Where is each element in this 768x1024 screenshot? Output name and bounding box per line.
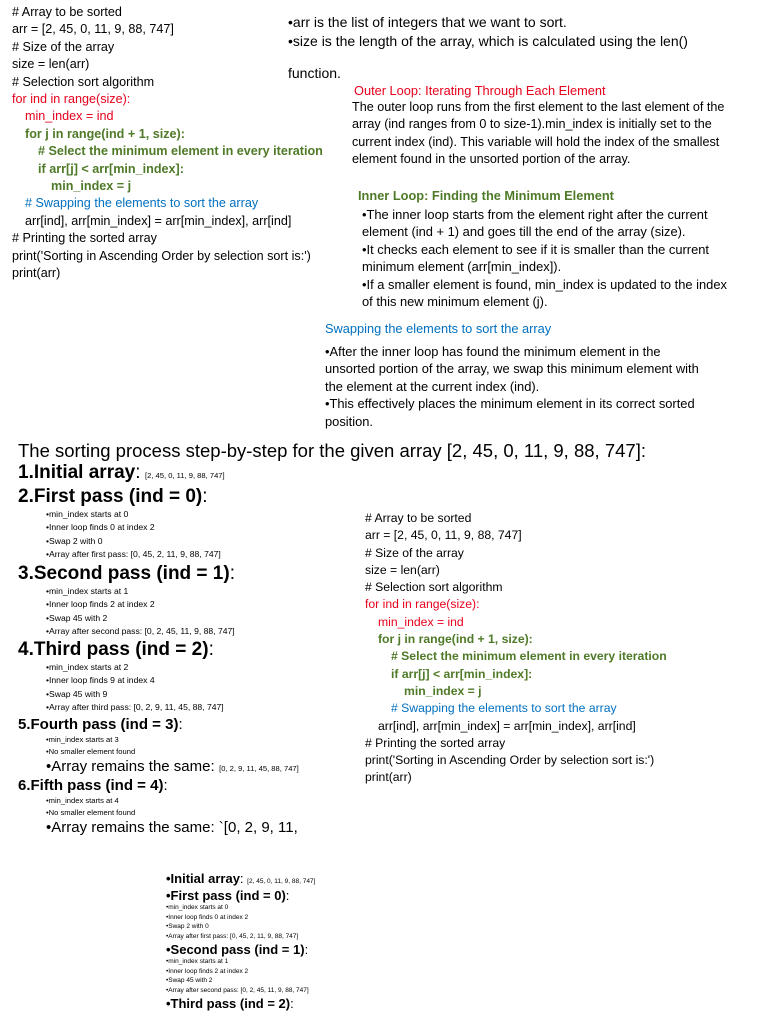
list-item: •Inner loop finds 0 at index 2 <box>166 913 249 921</box>
list-item: •Swap 45 with 2 <box>46 612 108 623</box>
step-fifth-pass-items <box>46 795 135 819</box>
list-item: •Inner loop finds 0 at index 2 <box>46 522 155 533</box>
inner-loop-text <box>362 206 727 310</box>
step-second-pass-label: 3.Second pass (ind = 1) <box>18 563 230 584</box>
mini-first: •First pass (ind = 0): <box>166 888 290 903</box>
code-line: size = len(arr) <box>12 57 90 72</box>
list-item: •Array after second pass: [0, 2, 45, 11, 9, 88, 747] <box>46 626 235 637</box>
outer-line: array (ind ranges from 0 to size-1).min_index is initially set to the <box>352 117 712 132</box>
list-item: •min_index starts at 0 <box>46 509 129 519</box>
step-first-pass-items <box>46 508 221 562</box>
mini-second: •Second pass (ind = 1): <box>166 941 309 957</box>
list-item: •min_index starts at 1 <box>46 586 129 596</box>
code-line: # Selection sort algorithm <box>365 580 503 595</box>
mini-first-items <box>166 903 315 942</box>
code-line: # Array to be sorted <box>365 511 472 525</box>
code-line: for j in range(ind + 1, size): <box>378 632 533 647</box>
mini-second-label: •Second pass (ind = 1) <box>166 941 305 957</box>
list-item: •Swap 2 with 0 <box>166 923 209 931</box>
code-line: # Selection sort algorithm <box>12 74 155 89</box>
list-item: •No smaller element found <box>46 746 136 756</box>
list-item: •Swap 45 with 9 <box>46 688 108 699</box>
mini-initial-colon: : <box>239 871 244 886</box>
step-initial <box>18 462 225 484</box>
list-item: •Inner loop finds 2 at index 2 <box>46 599 155 610</box>
list-item: •min_index starts at 3 <box>46 735 119 744</box>
code-line: for ind in range(size): <box>12 92 131 107</box>
swap-text <box>325 343 699 430</box>
list-item: •Array after first pass: [0, 45, 2, 11, 9, 88, 747] <box>46 549 221 560</box>
mini-third-label: •Third pass (ind = 2) <box>166 995 291 1011</box>
list-item: •Swap 2 with 0 <box>46 535 103 546</box>
code-line: size = len(arr) <box>365 562 440 577</box>
step-initial-label: 1.Initial array <box>18 462 136 483</box>
step-third-pass-items <box>46 661 224 715</box>
step-third-pass: 4.Third pass (ind = 2): <box>18 639 214 660</box>
inner-line: •It checks each element to see if it is smaller than the current <box>362 241 709 257</box>
code-line: for ind in range(size): <box>365 597 480 612</box>
step-second-pass: 3.Second pass (ind = 1): <box>18 563 235 584</box>
outer-loop-text <box>352 99 724 169</box>
code-line: arr[ind], arr[min_index] = arr[min_index], arr[ind] <box>25 213 292 228</box>
code-line: arr = [2, 45, 0, 11, 9, 88, 747] <box>12 22 174 37</box>
mini-initial <box>166 871 315 886</box>
step-first-pass-label: 2.First pass (ind = 0) <box>18 486 203 507</box>
code-block-top <box>12 4 323 283</box>
mini-third: •Third pass (ind = 2): <box>166 995 294 1011</box>
outer-line: element found in the unsorted portion of the array. <box>352 152 631 167</box>
step-first-pass: 2.First pass (ind = 0): <box>18 486 208 507</box>
code-line: # Size of the array <box>12 39 115 54</box>
process-title: The sorting process step-by-step for the given array [2, 45, 0, 11, 9, 88, 747]: <box>18 440 646 461</box>
swap-heading: Swapping the elements to sort the array <box>325 321 552 336</box>
swap-line: position. <box>325 413 374 429</box>
code-line: # Printing the sorted array <box>365 735 506 750</box>
list-item: •Swap 45 with 2 <box>166 977 213 985</box>
inner-line: minimum element (arr[min_index]). <box>362 259 562 275</box>
mini-first-label: •First pass (ind = 0) <box>166 888 286 903</box>
step-initial-value: [2, 45, 0, 11, 9, 88, 747] <box>144 471 225 480</box>
step-fourth-pass: 5.Fourth pass (ind = 3): <box>18 716 183 733</box>
code-line: arr[ind], arr[min_index] = arr[min_index], arr[ind] <box>378 718 636 733</box>
list-item: •min_index starts at 0 <box>166 904 229 911</box>
outer-line: The outer loop runs from the first element to the last element of the <box>352 100 725 114</box>
mini-second-items <box>166 957 315 996</box>
code-line: # Select the minimum element in every iteration <box>391 649 667 664</box>
step-third-pass-label: 4.Third pass (ind = 2) <box>18 639 209 660</box>
mini-initial-label: •Initial array <box>166 871 240 886</box>
list-item: •Inner loop finds 9 at index 4 <box>46 675 155 686</box>
step-fifth-pass-same: •Array remains the same: `[0, 2, 9, 11, <box>46 819 298 836</box>
code-line: print(arr) <box>365 770 412 785</box>
list-item: •min_index starts at 2 <box>46 662 129 672</box>
swap-line: •This effectively places the minimum element in its correct sorted <box>325 396 695 412</box>
outer-line: current index (ind). This variable will hold the index of the smallest <box>352 134 720 149</box>
code-line: # Array to be sorted <box>12 5 122 19</box>
code-line: min_index = ind <box>25 109 114 124</box>
code-line: if arr[j] < arr[min_index]: <box>391 666 533 681</box>
swap-line: the element at the current index (ind). <box>325 378 540 394</box>
code-line: for j in range(ind + 1, size): <box>25 126 185 141</box>
step-fourth-pass-items <box>46 734 135 758</box>
list-item: •No smaller element found <box>46 807 136 817</box>
code-line: if arr[j] < arr[min_index]: <box>38 161 184 176</box>
step-fourth-pass-label: 5.Fourth pass (ind = 3) <box>18 716 179 733</box>
code-line: # Select the minimum element in every iteration <box>38 144 323 159</box>
list-item: •min_index starts at 1 <box>166 957 229 965</box>
inner-line: of this new minimum element (j). <box>362 294 548 310</box>
array-same-value: [0, 2, 9, 11, 45, 88, 747] <box>219 764 299 773</box>
step-fifth-pass: 6.Fifth pass (ind = 4): <box>18 777 168 794</box>
list-item: •Array after third pass: [0, 2, 9, 11, 45, 88, 747] <box>46 702 224 713</box>
outer-loop-heading: Outer Loop: Iterating Through Each Element <box>354 83 606 98</box>
inner-line: •If a smaller element is found, min_index is updated to the index <box>362 276 727 292</box>
code-line: # Swapping the elements to sort the array <box>25 196 259 211</box>
inner-line: •The inner loop starts from the element right after the current <box>362 207 708 222</box>
code-line: min_index = ind <box>378 614 464 629</box>
code-line: min_index = j <box>51 179 132 194</box>
code-line: arr = [2, 45, 0, 11, 9, 88, 747] <box>365 528 522 543</box>
mini-summary <box>166 871 315 1011</box>
list-item: •Array after first pass: [0, 45, 2, 11, 9, 88, 747] <box>166 933 299 941</box>
code-line: # Printing the sorted array <box>12 231 157 246</box>
step-initial-colon: : <box>135 462 141 483</box>
code-line: print('Sorting in Ascending Order by selection sort is:') <box>365 753 655 768</box>
code-line: print(arr) <box>12 266 61 281</box>
inner-loop-heading: Inner Loop: Finding the Minimum Element <box>358 188 614 203</box>
array-same-text: •Array remains the same: <box>46 758 215 775</box>
intro-line-size: •size is the length of the array, which is calculated using the len() <box>288 33 688 49</box>
step-second-pass-items <box>46 585 235 639</box>
list-item: •Array after second pass: [0, 2, 45, 11, 9, 88, 747] <box>166 986 309 994</box>
swap-line: unsorted portion of the array, we swap this minimum element with <box>325 361 699 377</box>
code-line: print('Sorting in Ascending Order by selection sort is:') <box>12 248 311 263</box>
code-line: # Size of the array <box>365 545 464 560</box>
list-item: •Inner loop finds 2 at index 2 <box>166 967 249 975</box>
list-item: •min_index starts at 4 <box>46 796 119 805</box>
intro-line-function: function. <box>288 65 341 81</box>
code-line: # Swapping the elements to sort the array <box>391 701 617 716</box>
step-fifth-pass-label: 6.Fifth pass (ind = 4) <box>18 777 164 794</box>
code-line: min_index = j <box>404 683 482 698</box>
intro-line-arr: •arr is the list of integers that we want to sort. <box>288 14 567 30</box>
step-fourth-pass-same <box>46 758 299 776</box>
inner-line: element (ind + 1) and goes till the end of the array (size). <box>362 224 686 240</box>
mini-initial-value: [2, 45, 0, 11, 9, 88, 747] <box>247 878 316 885</box>
code-block-bottom <box>365 510 667 787</box>
swap-line: •After the inner loop has found the minimum element in the <box>325 344 661 359</box>
